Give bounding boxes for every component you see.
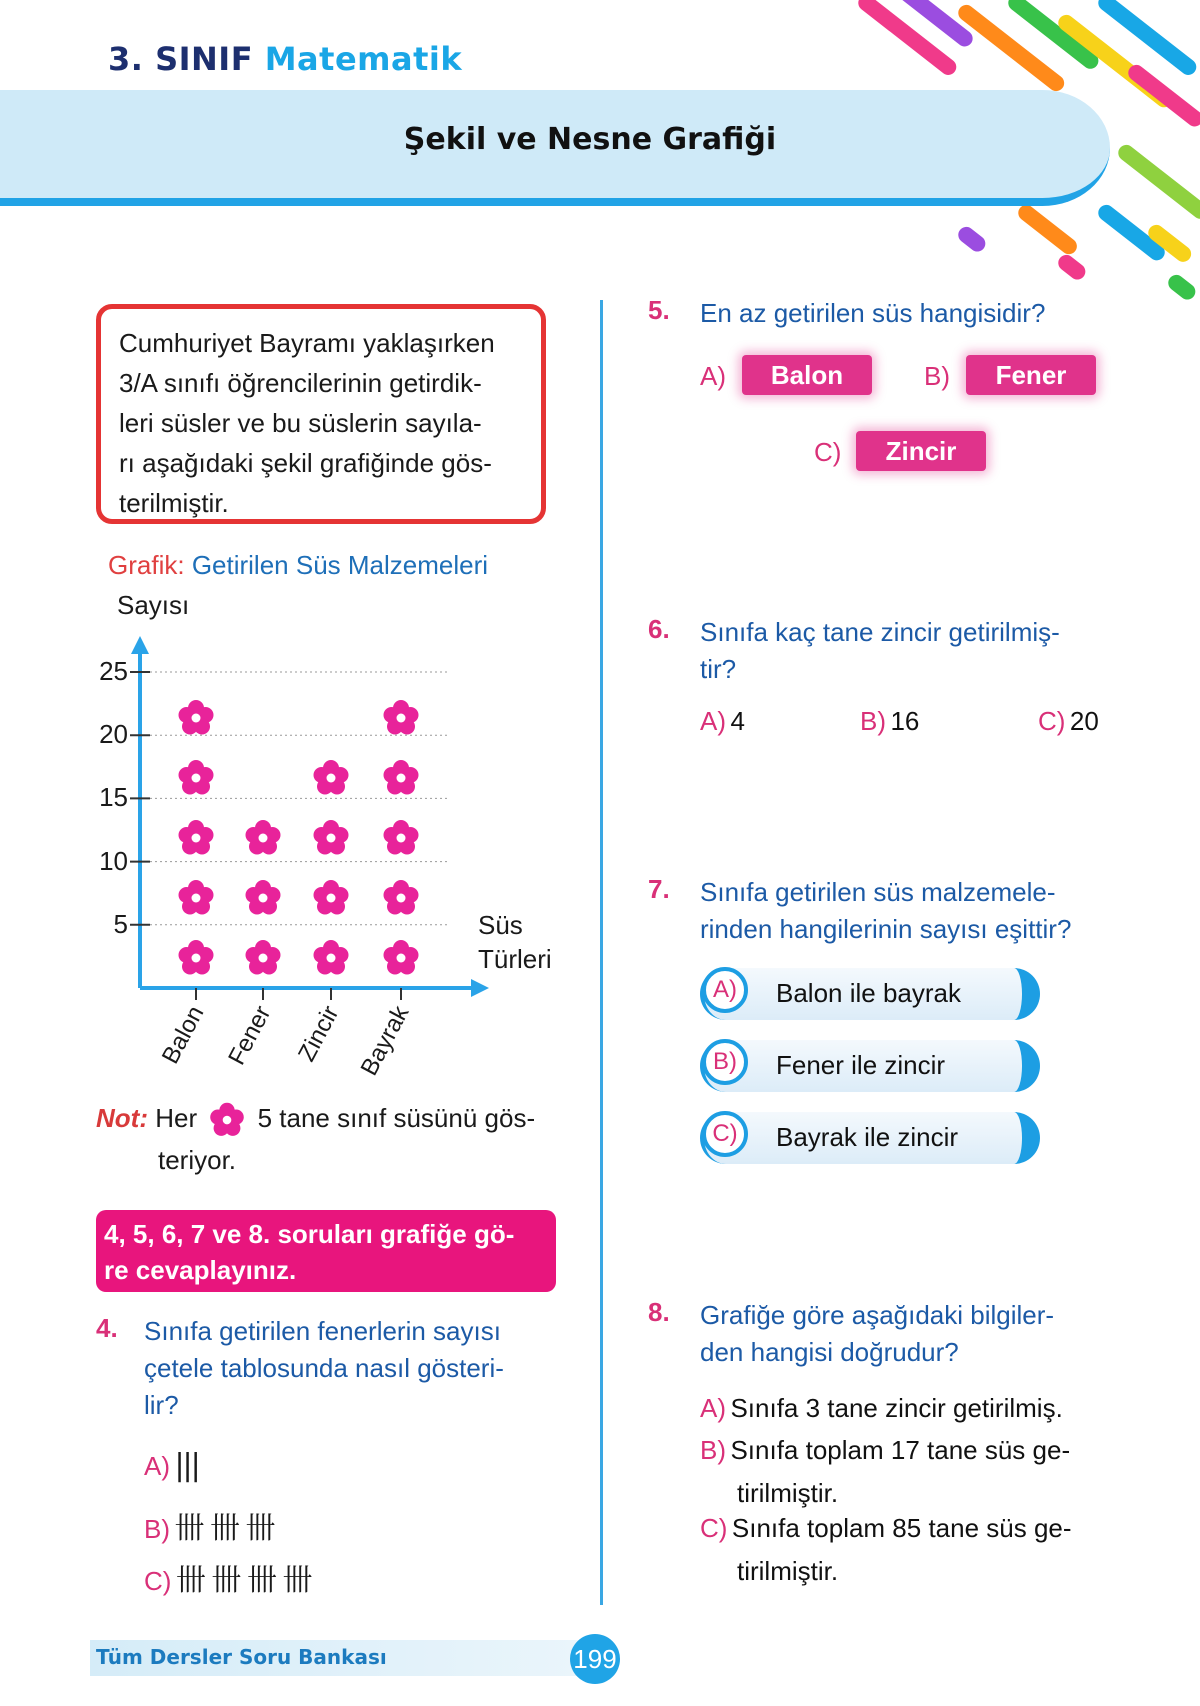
question-5 <box>648 295 1118 495</box>
option-letter: C) <box>700 1513 728 1543</box>
option-text: Sınıfa 3 tane zincir getirilmiş. <box>730 1393 1063 1423</box>
flower-icon <box>204 1097 250 1143</box>
note-after: 5 tane sınıf süsünü gös- <box>257 1103 536 1133</box>
option-text: Bayrak ile zincir <box>776 1122 959 1152</box>
x-category-label: Balon <box>156 1001 210 1069</box>
y-tick-label: 10 <box>99 845 128 876</box>
graph-title <box>108 550 488 581</box>
flower-icon <box>384 760 419 795</box>
x-category-label: Bayrak <box>355 1001 415 1081</box>
legend-note <box>96 1095 535 1177</box>
question-7 <box>648 874 1118 1174</box>
option-pill: Fener <box>966 355 1096 395</box>
book-title: Tüm Dersler Soru Bankası <box>96 1645 387 1669</box>
intro-line: terilmiştir. <box>119 488 229 518</box>
option-a[interactable] <box>144 1448 199 1483</box>
option-text-cont: tirilmiştir. <box>737 1556 839 1586</box>
option-text: Balon ile bayrak <box>776 978 961 1008</box>
x-category-label: Zincir <box>293 1001 345 1066</box>
intro-line: Cumhuriyet Bayramı yaklaşırken <box>119 328 495 358</box>
page-title: Şekil ve Nesne Grafiği <box>403 122 777 157</box>
question-number: 5. <box>648 295 670 325</box>
flower-icon <box>246 880 281 915</box>
option-letter: B) <box>144 1514 170 1544</box>
y-tick-label: 20 <box>99 719 128 750</box>
intro-line: leri süsler ve bu süslerin sayıla- <box>119 408 482 438</box>
y-axis-label: Sayısı <box>117 590 190 620</box>
option-text: 4 <box>730 706 745 736</box>
option-letter: B) <box>700 1435 726 1465</box>
option-letter: A) <box>144 1451 170 1481</box>
question-line: Sınıfa getirilen süs malzemele- <box>700 877 1056 907</box>
option-letter: A) <box>702 967 748 1013</box>
flower-icon <box>384 700 419 735</box>
note-before: Her <box>155 1103 198 1133</box>
flower-icon <box>384 820 419 855</box>
question-line: Sınıfa getirilen fenerlerin sayısı <box>144 1316 501 1346</box>
instruction-box <box>96 1210 556 1292</box>
option-text: Sınıfa toplam 85 tane süs ge- <box>731 1513 1072 1543</box>
option-text: Fener ile zincir <box>776 1050 946 1080</box>
instruction-line: re cevaplayınız. <box>104 1255 297 1285</box>
option-a[interactable] <box>700 706 745 737</box>
flower-icon <box>314 820 349 855</box>
x-axis-label-line: Süs <box>478 910 523 940</box>
flower-icon <box>314 940 349 975</box>
question-8 <box>648 1297 1118 1597</box>
option-text: 20 <box>1069 706 1099 736</box>
option-b[interactable] <box>700 1040 1040 1092</box>
instruction-line: 4, 5, 6, 7 ve 8. soruları grafiğe gö- <box>104 1219 515 1249</box>
option-b[interactable] <box>860 706 919 737</box>
y-tick-label: 5 <box>113 908 128 939</box>
question-number: 4. <box>96 1313 118 1343</box>
note-line2: teriyor. <box>158 1145 237 1176</box>
tally-marks: 卌 卌 卌 卌 <box>175 1563 311 1598</box>
flower-icon <box>179 820 214 855</box>
question-number: 8. <box>648 1297 670 1327</box>
option-c[interactable] <box>700 1509 1072 1590</box>
option-letter: C) <box>702 1111 748 1157</box>
y-tick-label: 15 <box>99 782 128 813</box>
column-divider <box>600 300 603 1605</box>
option-a[interactable] <box>700 1389 1063 1432</box>
question-6 <box>648 614 1118 744</box>
x-axis-arrow <box>471 979 489 997</box>
flower-icon <box>246 820 281 855</box>
subject-label: Matematik <box>264 40 463 78</box>
flower-icon <box>314 760 349 795</box>
tally-marks: ||| <box>174 1448 199 1483</box>
brand-header <box>108 40 462 78</box>
y-axis-arrow <box>131 636 149 654</box>
option-letter: B) <box>860 706 886 736</box>
option-text-cont: tirilmiştir. <box>737 1478 839 1508</box>
question-number: 7. <box>648 874 670 904</box>
option-letter: C) <box>144 1566 172 1596</box>
flower-icon <box>179 700 214 735</box>
option-letter: A) <box>700 1393 726 1423</box>
flower-icon <box>246 940 281 975</box>
option-a[interactable] <box>700 968 1040 1020</box>
x-category-label: Fener <box>223 1001 277 1070</box>
option-c[interactable] <box>700 1112 1040 1164</box>
question-line: En az getirilen süs hangisidir? <box>700 298 1046 328</box>
option-letter: A) <box>700 706 726 736</box>
flower-icon <box>179 760 214 795</box>
intro-line: rı aşağıdaki şekil grafiğinde gös- <box>119 448 492 478</box>
option-b[interactable] <box>144 1503 274 1547</box>
x-axis-label <box>478 908 552 976</box>
note-label: Not: <box>96 1103 148 1133</box>
intro-box <box>96 304 546 524</box>
question-line: lir? <box>144 1390 179 1420</box>
intro-line: 3/A sınıfı öğrencilerinin getirdik- <box>119 368 482 398</box>
option-text: Sınıfa toplam 17 tane süs ge- <box>730 1435 1071 1465</box>
question-line: den hangisi doğrudur? <box>700 1337 959 1367</box>
flower-icon <box>314 880 349 915</box>
pictograph-chart <box>0 620 560 1080</box>
question-line: çetele tablosunda nasıl gösteri- <box>144 1353 504 1383</box>
question-line: rinden hangilerinin sayısı eşittir? <box>700 914 1072 944</box>
question-line: Grafiğe göre aşağıdaki bilgiler- <box>700 1300 1055 1330</box>
option-b[interactable] <box>700 1431 1070 1512</box>
option-letter: B) <box>924 361 950 391</box>
x-axis-label-line: Türleri <box>478 944 552 974</box>
flower-icon <box>384 880 419 915</box>
flower-icon <box>179 940 214 975</box>
tally-marks: 卌 卌 卌 <box>174 1511 274 1546</box>
graph-title-label: Grafik: <box>108 550 185 580</box>
grade-label: 3. SINIF <box>108 40 254 78</box>
graph-title-text: Getirilen Süs Malzemeleri <box>191 550 489 580</box>
option-letter: C) <box>1038 706 1066 736</box>
option-text: 16 <box>890 706 920 736</box>
option-letter: C) <box>814 437 842 467</box>
y-tick-label: 25 <box>99 656 128 686</box>
question-line: tir? <box>700 654 737 684</box>
option-letter: A) <box>700 361 726 391</box>
question-line: Sınıfa kaç tane zincir getirilmiş- <box>700 617 1060 647</box>
option-c[interactable] <box>1038 706 1099 737</box>
flower-icon <box>384 940 419 975</box>
page-number: 199 <box>570 1634 620 1684</box>
option-letter: B) <box>702 1039 748 1085</box>
option-c[interactable] <box>144 1555 311 1599</box>
option-pill: Zincir <box>856 431 986 471</box>
option-pill: Balon <box>742 355 872 395</box>
question-number: 6. <box>648 614 670 644</box>
flower-icon <box>179 880 214 915</box>
